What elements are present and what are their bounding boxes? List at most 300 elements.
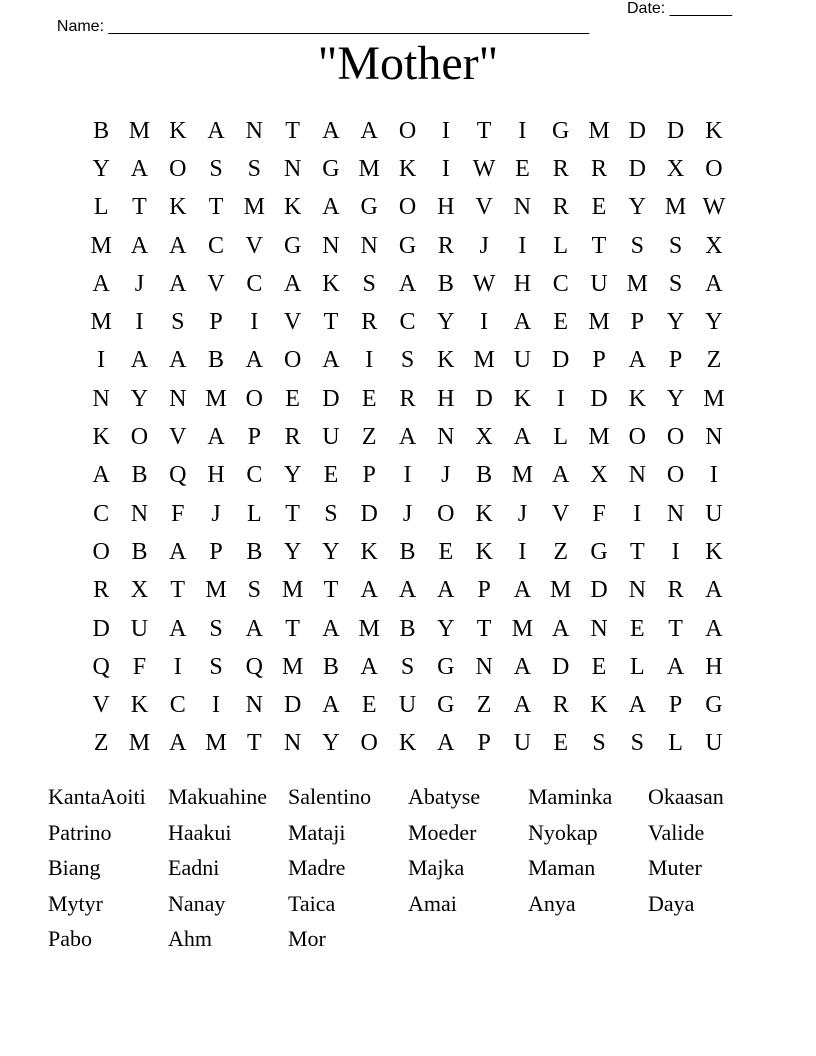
grid-letter: N [590, 615, 608, 642]
grid-letter: D [322, 385, 340, 412]
grid-letter: T [170, 577, 186, 604]
grid-letter: C [246, 270, 263, 297]
grid-letter: M [243, 194, 265, 221]
grid-letter: V [207, 270, 225, 297]
grid-letter: R [361, 309, 378, 336]
grid-letter: I [441, 155, 450, 182]
grid-letter: K [322, 270, 340, 297]
grid-letter: J [402, 500, 413, 527]
grid-letter: A [628, 347, 646, 374]
word-list-item: Valide [648, 819, 705, 845]
grid-letter: R [591, 155, 608, 182]
grid-letter: K [705, 538, 723, 565]
grid-letter: Z [553, 538, 569, 565]
grid-letter: D [590, 385, 608, 412]
letter-grid [82, 112, 733, 763]
grid-letter: S [209, 653, 223, 680]
grid-letter: A [513, 424, 532, 451]
grid-letter: V [169, 424, 187, 451]
grid-letter: A [169, 347, 187, 374]
grid-letter: P [209, 309, 223, 336]
word-list-item: Nyokap [528, 819, 598, 845]
grid-letter: A [207, 117, 225, 144]
grid-letter: M [588, 117, 610, 144]
grid-letter: I [403, 462, 412, 489]
grid-letter: L [247, 500, 262, 527]
grid-letter: M [358, 615, 380, 642]
grid-letter: S [362, 270, 376, 297]
grid-letter: U [130, 615, 149, 642]
grid-letter: K [398, 730, 417, 757]
grid-letter: F [132, 653, 147, 680]
grid-letter: N [705, 424, 723, 451]
grid-letter: O [705, 155, 723, 182]
grid-letter: R [667, 577, 684, 604]
grid-letter: O [398, 117, 417, 144]
grid-letter: O [92, 538, 110, 565]
grid-letter: A [92, 462, 110, 489]
grid-letter: R [284, 424, 301, 451]
grid-letter: U [705, 730, 723, 757]
word-list-item: Amai [408, 890, 457, 916]
grid-letter: I [709, 462, 718, 489]
grid-letter: M [588, 309, 610, 336]
grid-letter: A [360, 653, 378, 680]
grid-letter: T [285, 500, 300, 527]
puzzle-title: "Mother" [317, 37, 499, 90]
grid-letter: T [208, 194, 224, 221]
grid-letter: S [668, 270, 683, 297]
grid-letter: N [437, 424, 455, 451]
grid-letter: P [209, 538, 223, 565]
grid-letter: S [209, 155, 223, 182]
word-list-item: Madre [288, 855, 346, 880]
grid-letter: I [212, 692, 221, 719]
grid-letter: B [322, 653, 339, 680]
grid-letter: O [360, 730, 378, 757]
grid-letter: M [281, 653, 304, 680]
grid-letter: U [705, 500, 723, 527]
grid-letter: H [437, 194, 455, 221]
grid-letter: R [552, 692, 569, 719]
grid-letter: I [97, 347, 106, 374]
grid-letter: A [245, 615, 263, 642]
grid-letter: K [475, 538, 493, 565]
word-list-item: Muter [648, 855, 702, 880]
grid-letter: M [473, 347, 495, 374]
word-list-item: Ahm [168, 926, 212, 951]
word-list-item: Anya [528, 890, 576, 916]
grid-letter: N [628, 462, 646, 489]
grid-letter: C [246, 462, 263, 489]
grid-letter: E [361, 385, 377, 412]
word-list [48, 779, 768, 957]
grid-letter: D [475, 385, 493, 412]
grid-letter: O [437, 500, 455, 527]
grid-letter: Z [93, 730, 109, 757]
grid-letter: S [592, 730, 606, 757]
grid-letter: A [169, 730, 187, 757]
grid-letter: O [130, 424, 149, 451]
date-field-label: Date: _______ [627, 0, 732, 17]
grid-letter: N [628, 577, 646, 604]
word-list-item: Mataji [288, 819, 346, 845]
grid-letter: Y [628, 194, 646, 221]
grid-letter: T [591, 232, 607, 259]
grid-letter: G [437, 653, 455, 680]
grid-letter: A [169, 615, 187, 642]
grid-letter: C [399, 309, 416, 336]
grid-letter: B [399, 538, 416, 565]
grid-letter: S [171, 309, 185, 336]
grid-letter: D [628, 117, 646, 144]
grid-letter: K [360, 538, 378, 565]
header [48, 0, 748, 35]
grid-letter: B [131, 538, 148, 565]
grid-letter: G [437, 692, 455, 719]
grid-letter: L [93, 194, 109, 221]
grid-letter: O [245, 385, 263, 412]
grid-letter: Y [322, 538, 340, 565]
grid-letter: P [668, 347, 683, 374]
grid-letter: A [322, 692, 340, 719]
grid-letter: A [437, 730, 455, 757]
grid-letter: A [705, 577, 723, 604]
grid-letter: I [173, 653, 182, 680]
grid-letter: A [513, 577, 532, 604]
grid-letter: I [480, 309, 489, 336]
grid-letter: T [323, 577, 339, 604]
grid-letter: Q [169, 462, 187, 489]
grid-letter: B [476, 462, 493, 489]
grid-letter: K [169, 194, 187, 221]
grid-letter: M [205, 730, 227, 757]
grid-letter: J [441, 462, 451, 489]
word-list-item: Nanay [168, 890, 226, 916]
grid-letter: C [169, 692, 186, 719]
grid-letter: S [630, 232, 644, 259]
grid-letter: S [400, 653, 415, 680]
grid-letter: M [511, 615, 534, 642]
word-list-item: Biang [48, 855, 101, 880]
grid-letter: I [365, 347, 374, 374]
grid-letter: I [135, 309, 144, 336]
grid-letter: N [322, 232, 340, 259]
grid-letter: M [128, 730, 151, 757]
grid-letter: A [360, 577, 378, 604]
grid-letter: A [552, 462, 570, 489]
grid-letter: K [437, 347, 455, 374]
grid-letter: P [477, 730, 491, 757]
grid-letter: A [360, 117, 378, 144]
grid-letter: O [283, 347, 302, 374]
word-list-item: Moeder [408, 819, 477, 845]
grid-letter: T [476, 615, 492, 642]
grid-letter: Y [666, 385, 685, 412]
grid-letter: N [169, 385, 187, 412]
grid-letter: P [247, 424, 262, 451]
grid-letter: F [592, 500, 606, 527]
word-list-item: Taica [288, 890, 336, 916]
grid-letter: O [398, 194, 417, 221]
grid-letter: T [323, 309, 339, 336]
grid-letter: H [437, 385, 455, 412]
grid-letter: X [590, 462, 608, 489]
grid-letter: O [169, 155, 187, 182]
grid-letter: D [283, 692, 302, 719]
grid-letter: M [626, 270, 648, 297]
grid-letter: N [245, 692, 263, 719]
grid-letter: B [93, 117, 110, 144]
grid-letter: A [207, 424, 225, 451]
grid-letter: D [552, 347, 570, 374]
grid-letter: G [398, 232, 417, 259]
grid-letter: A [398, 577, 417, 604]
grid-letter: A [283, 270, 302, 297]
grid-letter: N [283, 730, 302, 757]
grid-letter: L [553, 232, 569, 259]
grid-letter: A [666, 653, 685, 680]
grid-letter: Q [92, 653, 110, 680]
grid-letter: Q [245, 653, 263, 680]
grid-letter: U [513, 730, 532, 757]
grid-letter: M [90, 309, 112, 336]
grid-letter: K [92, 424, 110, 451]
grid-letter: T [285, 615, 300, 642]
grid-letter: C [208, 232, 225, 259]
grid-letter: A [705, 270, 723, 297]
grid-letter: H [513, 270, 532, 297]
grid-letter: K [169, 117, 187, 144]
grid-letter: V [245, 232, 263, 259]
grid-letter: I [556, 385, 565, 412]
word-list-item: Maminka [528, 784, 613, 809]
grid-letter: I [441, 117, 450, 144]
grid-letter: N [130, 500, 149, 527]
word-list-item: Okaasan [648, 784, 724, 809]
grid-letter: T [476, 117, 492, 144]
grid-letter: E [285, 385, 300, 412]
grid-letter: S [324, 500, 338, 527]
grid-letter: A [628, 692, 646, 719]
grid-letter: V [475, 194, 493, 221]
grid-letter: A [322, 117, 340, 144]
grid-letter: A [169, 270, 187, 297]
word-list-item: KantaAoiti [48, 784, 146, 809]
grid-letter: A [130, 232, 149, 259]
grid-letter: T [132, 194, 147, 221]
grid-letter: T [285, 117, 300, 144]
word-list-item: Mor [288, 926, 326, 951]
grid-letter: Z [706, 347, 722, 374]
grid-letter: Y [92, 155, 110, 182]
word-list-item: Daya [648, 890, 695, 916]
grid-letter: I [518, 232, 527, 259]
grid-letter: P [592, 347, 606, 374]
word-list-item: Pabo [48, 926, 92, 951]
grid-letter: N [513, 194, 532, 221]
grid-letter: Y [283, 462, 302, 489]
grid-letter: Z [476, 692, 492, 719]
grid-letter: E [553, 309, 569, 336]
grid-letter: P [362, 462, 376, 489]
grid-letter: D [360, 500, 378, 527]
grid-letter: D [590, 577, 608, 604]
grid-letter: D [666, 117, 685, 144]
grid-letter: P [477, 577, 491, 604]
grid-letter: M [588, 424, 610, 451]
grid-letter: X [130, 577, 149, 604]
grid-letter: A [130, 155, 149, 182]
grid-letter: G [322, 155, 340, 182]
grid-letter: T [247, 730, 262, 757]
grid-letter: I [250, 309, 259, 336]
grid-letter: G [360, 194, 378, 221]
grid-letter: V [283, 309, 302, 336]
grid-letter: B [399, 615, 416, 642]
grid-letter: W [702, 194, 726, 221]
grid-letter: N [360, 232, 378, 259]
grid-letter: X [705, 232, 723, 259]
grid-letter: J [517, 500, 528, 527]
grid-letter: A [513, 692, 532, 719]
grid-letter: Z [361, 424, 377, 451]
grid-letter: A [322, 347, 340, 374]
grid-letter: M [703, 385, 725, 412]
grid-letter: N [92, 385, 110, 412]
grid-letter: R [437, 232, 454, 259]
grid-letter: G [283, 232, 302, 259]
grid-letter: T [629, 538, 645, 565]
grid-letter: J [134, 270, 145, 297]
grid-letter: M [205, 385, 227, 412]
grid-letter: E [438, 538, 454, 565]
grid-letter: C [93, 500, 110, 527]
grid-letter: K [130, 692, 149, 719]
grid-letter: M [281, 577, 304, 604]
grid-letter: I [671, 538, 680, 565]
grid-letter: K [283, 194, 302, 221]
grid-letter: N [475, 653, 493, 680]
grid-letter: K [398, 155, 417, 182]
word-list-item: Makuahine [168, 784, 267, 809]
grid-letter: A [437, 577, 455, 604]
grid-letter: S [630, 730, 644, 757]
grid-letter: U [513, 347, 532, 374]
grid-letter: S [247, 155, 262, 182]
grid-letter: O [666, 462, 685, 489]
grid-letter: V [92, 692, 110, 719]
grid-letter: N [245, 117, 263, 144]
grid-letter: K [475, 500, 493, 527]
grid-letter: W [472, 155, 496, 182]
grid-letter: H [207, 462, 225, 489]
grid-letter: S [247, 577, 262, 604]
grid-letter: Y [437, 309, 455, 336]
grid-letter: R [93, 577, 110, 604]
grid-letter: L [553, 424, 569, 451]
grid-letter: I [518, 117, 527, 144]
grid-letter: J [479, 232, 489, 259]
word-list-item: Eadni [168, 855, 220, 880]
grid-letter: M [128, 117, 151, 144]
grid-letter: G [705, 692, 723, 719]
grid-letter: T [668, 615, 683, 642]
grid-letter: E [629, 615, 645, 642]
grid-letter: Y [283, 538, 302, 565]
grid-letter: U [398, 692, 417, 719]
grid-letter: S [400, 347, 415, 374]
grid-letter: M [550, 577, 572, 604]
grid-letter: G [590, 538, 608, 565]
grid-letter: A [169, 232, 187, 259]
word-list-item: Salentino [288, 784, 372, 809]
grid-letter: O [666, 424, 685, 451]
grid-letter: S [209, 615, 223, 642]
grid-letter: B [131, 462, 148, 489]
grid-letter: A [322, 615, 340, 642]
name-field-label: Name: ______________________________________________________ [56, 18, 589, 35]
grid-letter: R [552, 194, 569, 221]
grid-letter: E [361, 692, 377, 719]
grid-letter: G [552, 117, 570, 144]
grid-letter: D [92, 615, 110, 642]
grid-letter: A [552, 615, 570, 642]
grid-letter: B [437, 270, 454, 297]
grid-letter: J [211, 500, 221, 527]
grid-letter: B [208, 347, 225, 374]
grid-letter: A [169, 538, 187, 565]
word-list-item: Abatyse [408, 784, 481, 809]
word-list-item: Haakui [168, 819, 232, 845]
grid-letter: Y [130, 385, 149, 412]
grid-letter: Y [437, 615, 455, 642]
grid-letter: D [628, 155, 646, 182]
grid-letter: A [130, 347, 149, 374]
grid-letter: R [552, 155, 569, 182]
grid-letter: M [205, 577, 227, 604]
grid-letter: L [629, 653, 645, 680]
grid-letter: Y [705, 309, 723, 336]
grid-letter: E [591, 194, 607, 221]
grid-letter: A [398, 424, 417, 451]
grid-letter: C [552, 270, 569, 297]
grid-letter: A [705, 615, 723, 642]
grid-letter: S [668, 232, 683, 259]
word-list-item: Patrino [48, 819, 112, 845]
grid-letter: A [513, 309, 532, 336]
grid-letter: A [322, 194, 340, 221]
grid-letter: N [666, 500, 685, 527]
word-list-item: Maman [528, 855, 596, 880]
grid-letter: Y [322, 730, 340, 757]
grid-letter: M [358, 155, 380, 182]
grid-letter: M [90, 232, 112, 259]
grid-letter: A [398, 270, 417, 297]
grid-letter: E [591, 653, 607, 680]
grid-letter: L [668, 730, 683, 757]
grid-letter: W [472, 270, 496, 297]
grid-letter: K [705, 117, 723, 144]
word-list-item: Majka [408, 855, 465, 880]
grid-letter: A [513, 653, 532, 680]
grid-letter: R [399, 385, 416, 412]
grid-letter: D [552, 653, 570, 680]
grid-letter: Y [666, 309, 685, 336]
word-list-item: Mytyr [48, 890, 103, 916]
grid-letter: E [553, 730, 569, 757]
grid-letter: H [705, 653, 723, 680]
